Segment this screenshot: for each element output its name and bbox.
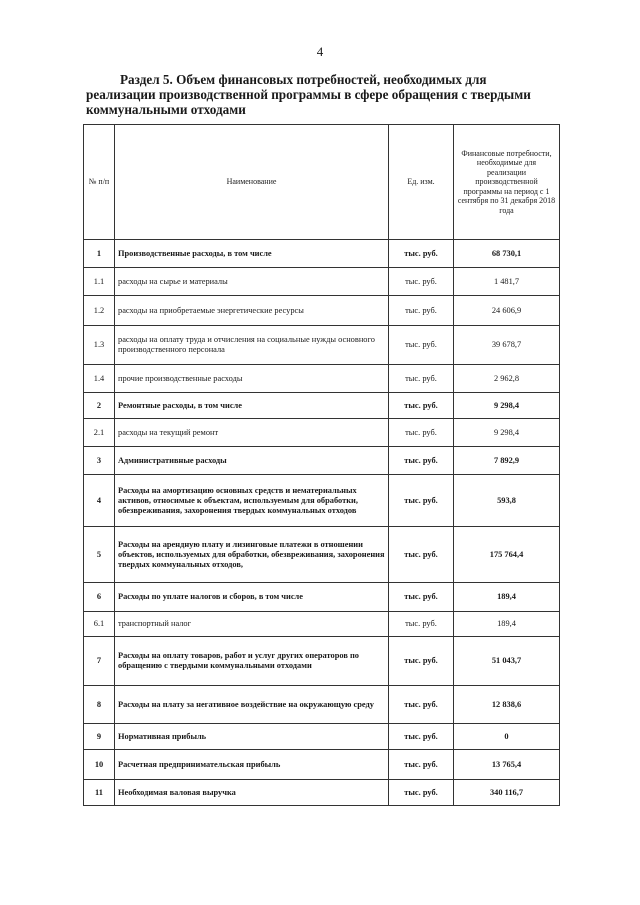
table-row (84, 393, 560, 419)
row-unit: тыс. руб. (389, 419, 454, 447)
row-name: транспортный налог (115, 612, 389, 637)
table-row (84, 583, 560, 612)
row-value: 51 043,7 (454, 637, 560, 686)
row-value: 7 892,9 (454, 447, 560, 475)
row-value: 2 962,8 (454, 365, 560, 393)
row-name: расходы на приобретаемые энергетические ресурсы (115, 296, 389, 326)
row-num: 4 (84, 475, 115, 527)
row-num: 7 (84, 637, 115, 686)
row-value: 189,4 (454, 583, 560, 612)
table-row (84, 724, 560, 750)
row-value: 13 765,4 (454, 750, 560, 780)
row-name: Ремонтные расходы, в том числе (115, 393, 389, 419)
row-name: расходы на оплату труда и отчисления на социальные нужды основного производственного персонала (115, 326, 389, 365)
table-row (84, 475, 560, 527)
table-row (84, 612, 560, 637)
row-unit: тыс. руб. (389, 447, 454, 475)
table-row (84, 447, 560, 475)
table-row (84, 750, 560, 780)
row-name: Нормативная прибыль (115, 724, 389, 750)
row-unit: тыс. руб. (389, 750, 454, 780)
row-unit: тыс. руб. (389, 780, 454, 806)
row-num: 5 (84, 527, 115, 583)
table-row (84, 296, 560, 326)
row-name: Административные расходы (115, 447, 389, 475)
row-value: 12 838,6 (454, 686, 560, 724)
table-row (84, 637, 560, 686)
row-unit: тыс. руб. (389, 686, 454, 724)
row-name: прочие производственные расходы (115, 365, 389, 393)
row-unit: тыс. руб. (389, 393, 454, 419)
row-value: 340 116,7 (454, 780, 560, 806)
row-unit: тыс. руб. (389, 724, 454, 750)
row-value: 189,4 (454, 612, 560, 637)
row-name: Расходы на арендную плату и лизинговые платежи в отношении объектов, используемых для обработки, обезвреживания, захоронения твердых коммунальных отходов, (115, 527, 389, 583)
header-num: № п/п (84, 125, 115, 240)
row-name: Расчетная предпринимательская прибыль (115, 750, 389, 780)
row-num: 6 (84, 583, 115, 612)
table-row (84, 527, 560, 583)
table-row (84, 419, 560, 447)
section-title-line-3: коммунальными отходами (86, 102, 246, 117)
row-value: 593,8 (454, 475, 560, 527)
row-num: 6.1 (84, 612, 115, 637)
page-number: 4 (316, 44, 324, 59)
row-unit: тыс. руб. (389, 365, 454, 393)
row-num: 1.4 (84, 365, 115, 393)
row-num: 1 (84, 240, 115, 268)
table-row (84, 780, 560, 806)
header-value: Финансовые потребности, необходимые для реализации производственной программы на период с 1 сентября по 31 декабря 2018 года (454, 125, 560, 240)
row-num: 3 (84, 447, 115, 475)
row-value: 1 481,7 (454, 268, 560, 296)
row-num: 11 (84, 780, 115, 806)
row-num: 2 (84, 393, 115, 419)
row-unit: тыс. руб. (389, 612, 454, 637)
row-value: 175 764,4 (454, 527, 560, 583)
row-unit: тыс. руб. (389, 296, 454, 326)
header-name: Наименование (115, 125, 389, 240)
row-value: 39 678,7 (454, 326, 560, 365)
table-header-row (84, 125, 560, 240)
row-unit: тыс. руб. (389, 583, 454, 612)
row-num: 9 (84, 724, 115, 750)
row-name: Расходы по уплате налогов и сборов, в том числе (115, 583, 389, 612)
row-unit: тыс. руб. (389, 268, 454, 296)
row-num: 1.1 (84, 268, 115, 296)
row-name: Расходы на плату за негативное воздействие на окружающую среду (115, 686, 389, 724)
section-title-line-2: реализации производственной программы в сфере обращения с твердыми (86, 87, 531, 102)
row-value: 24 606,9 (454, 296, 560, 326)
row-unit: тыс. руб. (389, 637, 454, 686)
row-name: Расходы на амортизацию основных средств и нематериальных активов, относимые к объектам, используемым для обработки, обезвреживания, захоронения твердых коммунальных отходов (115, 475, 389, 527)
row-value: 9 298,4 (454, 419, 560, 447)
row-name: расходы на текущий ремонт (115, 419, 389, 447)
table-row (84, 365, 560, 393)
row-num: 8 (84, 686, 115, 724)
header-unit: Ед. изм. (389, 125, 454, 240)
table-row (84, 240, 560, 268)
row-name: Производственные расходы, в том числе (115, 240, 389, 268)
row-name: расходы на сырье и материалы (115, 268, 389, 296)
row-name: Расходы на оплату товаров, работ и услуг других операторов по обращению с твердыми коммунальными отходами (115, 637, 389, 686)
table-row (84, 326, 560, 365)
table-row (84, 268, 560, 296)
section-title-line-1: Раздел 5. Объем финансовых потребностей, необходимых для (120, 72, 487, 87)
row-value: 9 298,4 (454, 393, 560, 419)
section-title (86, 72, 586, 117)
row-num: 1.2 (84, 296, 115, 326)
financial-needs-table (83, 124, 560, 806)
row-num: 1.3 (84, 326, 115, 365)
row-value: 0 (454, 724, 560, 750)
row-name: Необходимая валовая выручка (115, 780, 389, 806)
row-value: 68 730,1 (454, 240, 560, 268)
row-unit: тыс. руб. (389, 240, 454, 268)
table-body (84, 240, 560, 806)
row-num: 10 (84, 750, 115, 780)
row-unit: тыс. руб. (389, 527, 454, 583)
row-unit: тыс. руб. (389, 326, 454, 365)
row-unit: тыс. руб. (389, 475, 454, 527)
table-row (84, 686, 560, 724)
row-num: 2.1 (84, 419, 115, 447)
